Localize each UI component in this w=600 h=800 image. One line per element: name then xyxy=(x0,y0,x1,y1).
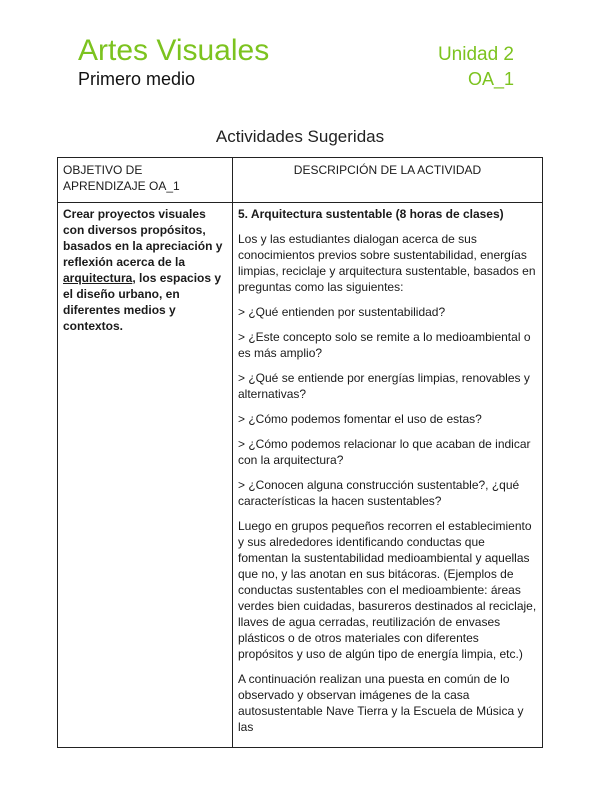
table-header-row xyxy=(58,158,543,203)
description-paragraph: Los y las estudiantes dialogan acerca de sus conocimientos previos sobre sustentabilidad, energías limpias, reciclaje y arquitectura sustentable, basados en preguntas como las siguientes: xyxy=(238,232,536,294)
activity-title: 5. Arquitectura sustentable (8 horas de clases) xyxy=(238,207,504,221)
level-label: Primero medio xyxy=(78,69,196,89)
description-paragraph: A continuación realizan una puesta en común de lo observado y observan imágenes de la casa autosustentable Nave Tierra y la Escuela de Música y las xyxy=(238,672,524,734)
subject-title: Artes Visuales xyxy=(78,34,270,67)
description-cell xyxy=(233,203,543,748)
unit-label: Unidad 2 xyxy=(437,44,514,65)
objective-underlined-term: arquitectura xyxy=(63,271,133,285)
activities-table xyxy=(57,157,543,748)
description-column-header: DESCRIPCIÓN DE LA ACTIVIDAD xyxy=(233,158,543,203)
page-header xyxy=(78,34,514,90)
objective-column-header: OBJETIVO DE APRENDIZAJE OA_1 xyxy=(58,158,233,203)
objective-text-end: , los espacios y el diseño urbano, en diferentes medios y contextos. xyxy=(63,271,222,333)
question-item: > ¿Este concepto solo se remite a lo medioambiental o es más amplio? xyxy=(238,330,531,360)
question-item: > ¿Conocen alguna construcción sustentable?, ¿qué características la hacen sustentables? xyxy=(238,478,520,508)
question-item: > ¿Cómo podemos relacionar lo que acaban de indicar con la arquitectura? xyxy=(238,437,531,467)
objective-cell xyxy=(58,203,233,748)
header-row-bottom xyxy=(78,68,514,90)
question-item: > ¿Qué se entiende por energías limpias, renovables y alternativas? xyxy=(238,371,530,401)
oa-label: OA_1 xyxy=(467,69,514,89)
section-title: Actividades Sugeridas xyxy=(215,127,385,146)
table-row xyxy=(58,203,543,748)
objective-text: Crear proyectos visuales con diversos propósitos, basados en la apreciación y reflexión acerca de la xyxy=(63,207,223,269)
question-item: > ¿Qué entienden por sustentabilidad? xyxy=(238,305,446,319)
question-item: > ¿Cómo podemos fomentar el uso de estas? xyxy=(238,412,482,426)
header-row-top xyxy=(78,34,514,68)
description-paragraph: Luego en grupos pequeños recorren el establecimiento y sus alrededores identificando conductas que fomentan la sustentabilidad medioambiental y aquellas que no, y las anotan en sus bitácoras. (Ejemplos de conductas sustentables con el medioambiente: áreas verdes bien cuidadas, basureros destinados al reciclaje, llaves de agua cerradas, reutilización de envases plásticos o de otros materiales con diferentes propósitos y uso de algún tipo de energía limpia, etc.) xyxy=(238,519,537,661)
